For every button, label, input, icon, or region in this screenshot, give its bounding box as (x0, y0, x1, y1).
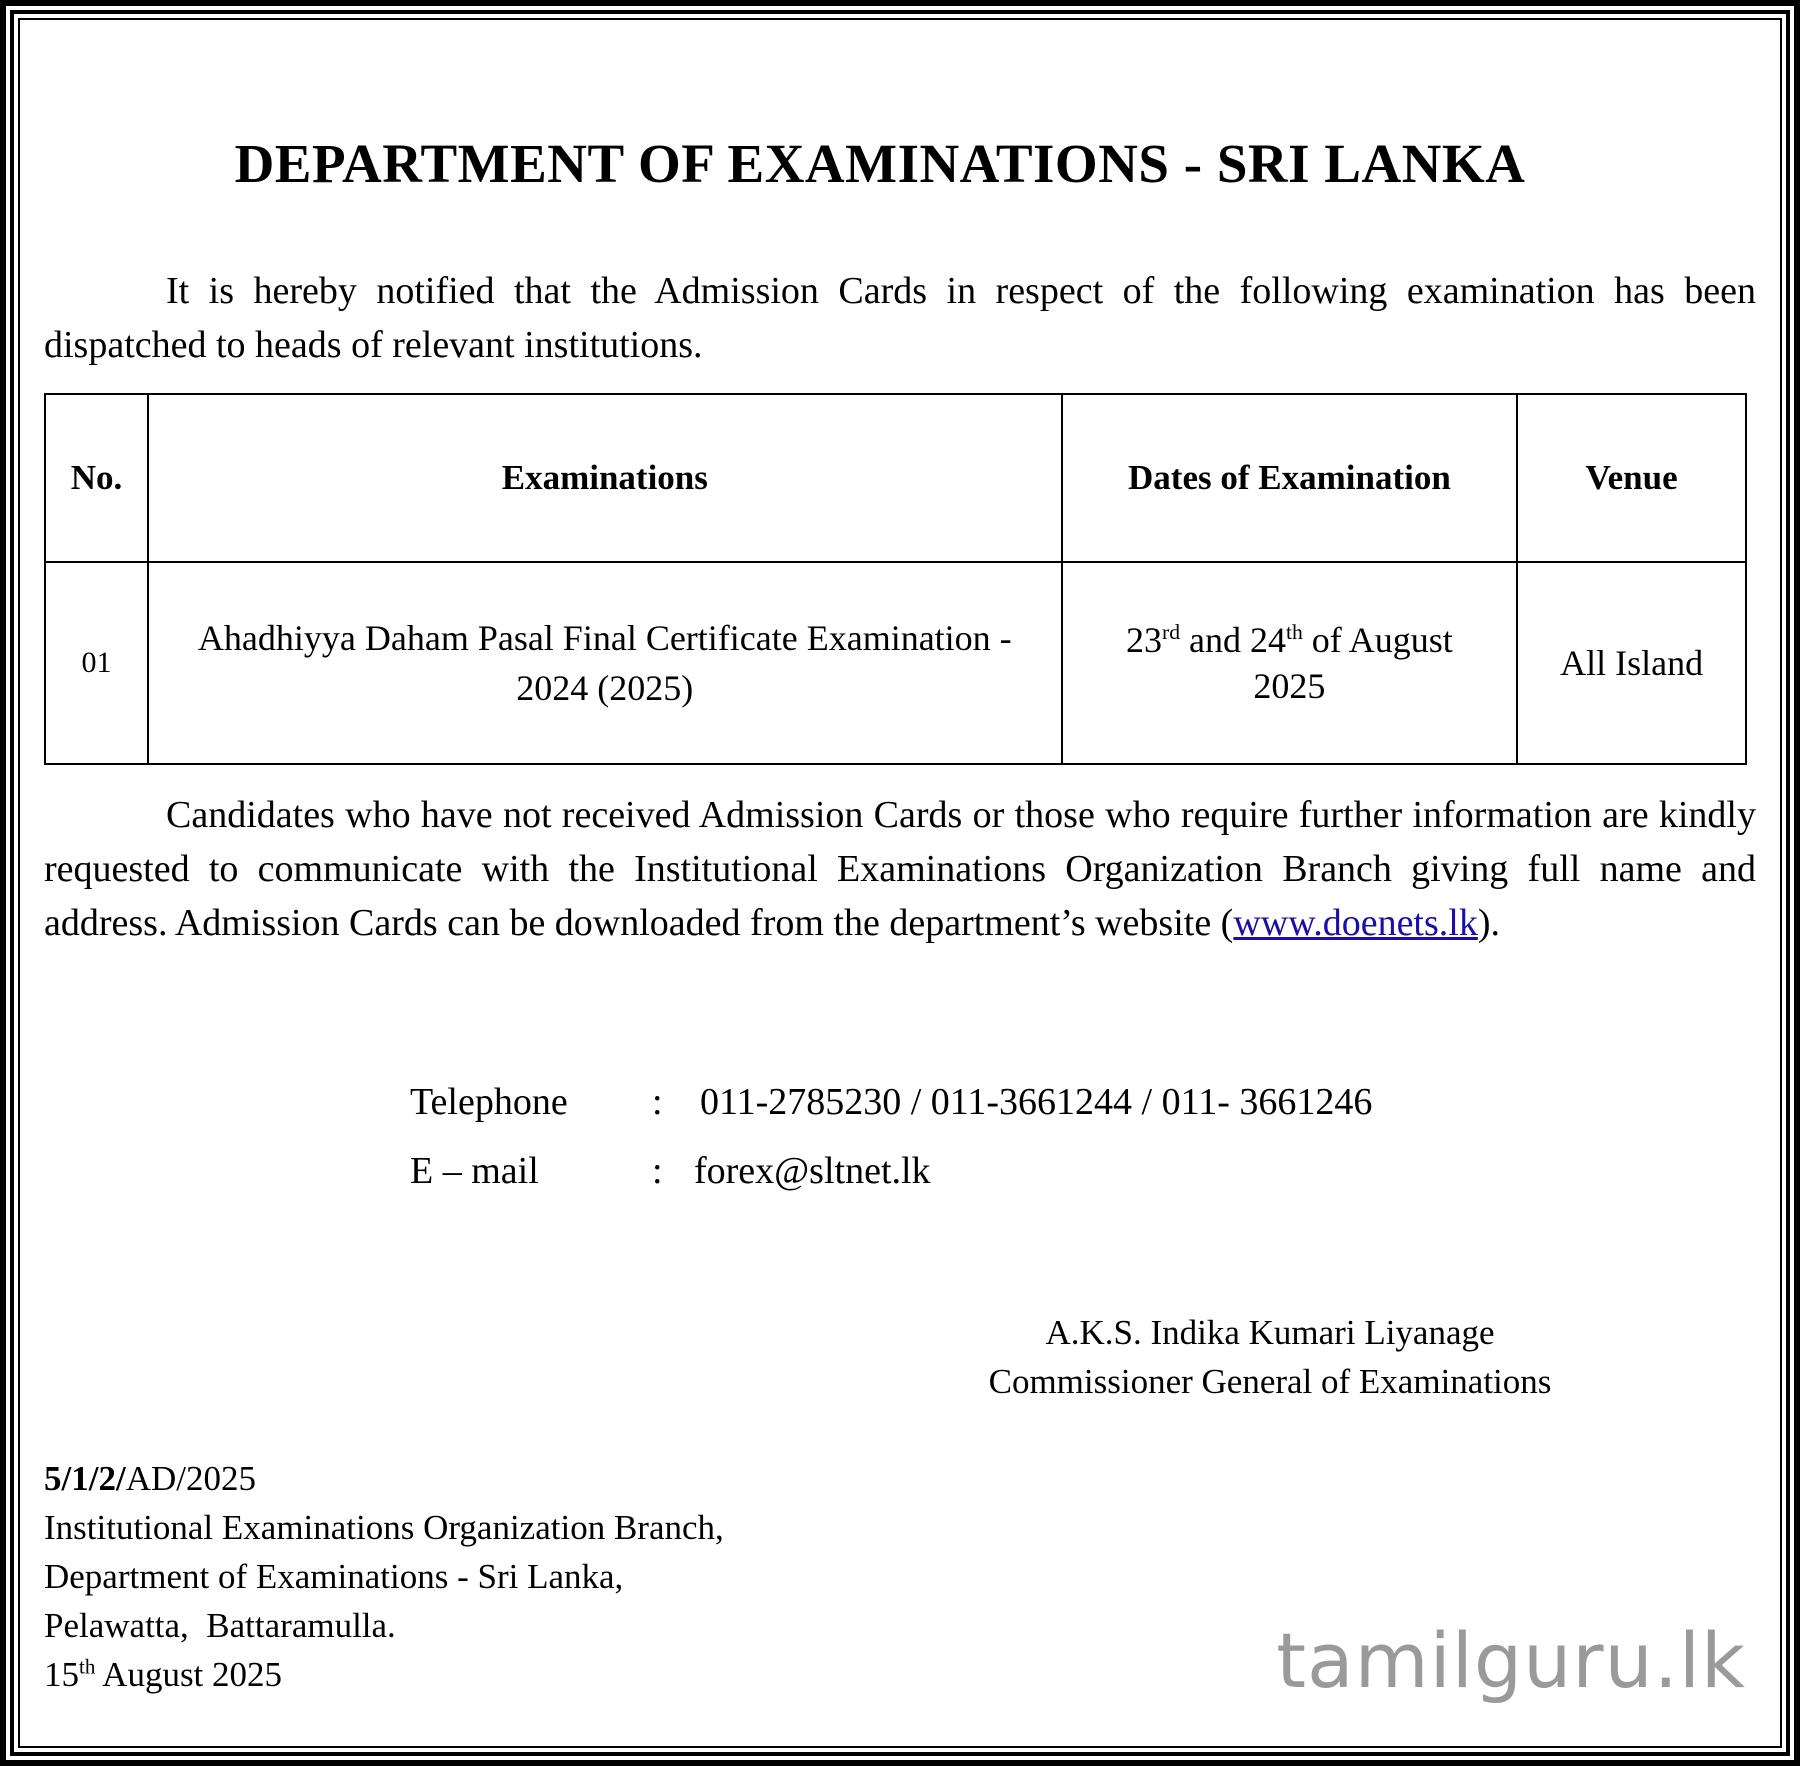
notice-text: Candidates who have not received Admission Cards or those who require further information are kindly requested to communicate with the Institutional Examinations Organization Branch giving full name and address. Admission Cards can be downloaded from the department’s website ( (44, 794, 1756, 944)
date-year: 2025 (1253, 666, 1326, 706)
issue-date (44, 1650, 724, 1699)
exam-name-line2: 2024 (2025) (516, 668, 694, 708)
telephone-separator: : (652, 1081, 663, 1123)
date-sup1: rd (1162, 620, 1181, 644)
watermark: tamilguru.lk (1276, 1616, 1746, 1705)
signatory-name: A.K.S. Indika Kumari Liyanage (1045, 1313, 1495, 1352)
row-no: 01 (45, 562, 148, 764)
address-line3: Pelawatta, Battaramulla. (44, 1606, 396, 1645)
intro-paragraph: It is hereby notified that the Admission Cards in respect of the following examination has been dispatched to heads of relevant institutions. (44, 270, 1756, 366)
footer-block (44, 1454, 724, 1699)
website-link[interactable]: www.doenets.lk (1233, 902, 1478, 944)
date-month: of August (1302, 620, 1453, 660)
examination-table (44, 393, 1747, 765)
header-venue: Venue (1517, 394, 1746, 562)
header-examinations: Examinations (148, 394, 1062, 562)
exam-name-line1: Ahadhiyya Daham Pasal Final Certificate Examination - (197, 618, 1012, 658)
signatory-designation: Commissioner General of Examinations (988, 1362, 1552, 1401)
row-venue: All Island (1517, 562, 1746, 764)
table-header-row (45, 394, 1746, 562)
header-no: No. (45, 394, 148, 562)
signature-block (940, 1308, 1600, 1406)
email-separator: : (652, 1150, 663, 1192)
issue-date-sup: th (79, 1654, 96, 1679)
reference-bold: 5/1/2/ (44, 1459, 126, 1498)
email-label: E – mail (410, 1150, 539, 1192)
notice-paragraph (44, 788, 1756, 950)
reference-rest: AD/2025 (125, 1459, 256, 1498)
issue-date-day: 15 (44, 1655, 79, 1694)
address-line2: Department of Examinations - Sri Lanka, (44, 1557, 624, 1596)
address-line1: Institutional Examinations Organization Branch, (44, 1508, 724, 1547)
date-day1: 23 (1126, 620, 1163, 660)
row-dates (1062, 562, 1518, 764)
notice-text-end: ). (1477, 902, 1500, 944)
page-title: DEPARTMENT OF EXAMINATIONS - SRI LANKA (234, 133, 1526, 194)
reference-number (44, 1454, 724, 1503)
table-row (45, 562, 1746, 764)
telephone-value: 011-2785230 / 011-3661244 / 011- 3661246 (700, 1081, 1373, 1123)
date-mid: and 24 (1180, 620, 1286, 660)
row-examination (148, 562, 1062, 764)
header-dates: Dates of Examination (1062, 394, 1518, 562)
date-sup2: th (1286, 620, 1303, 644)
telephone-label: Telephone (410, 1081, 568, 1123)
email-value: forex@sltnet.lk (694, 1150, 931, 1192)
issue-date-rest: August 2025 (95, 1655, 283, 1694)
